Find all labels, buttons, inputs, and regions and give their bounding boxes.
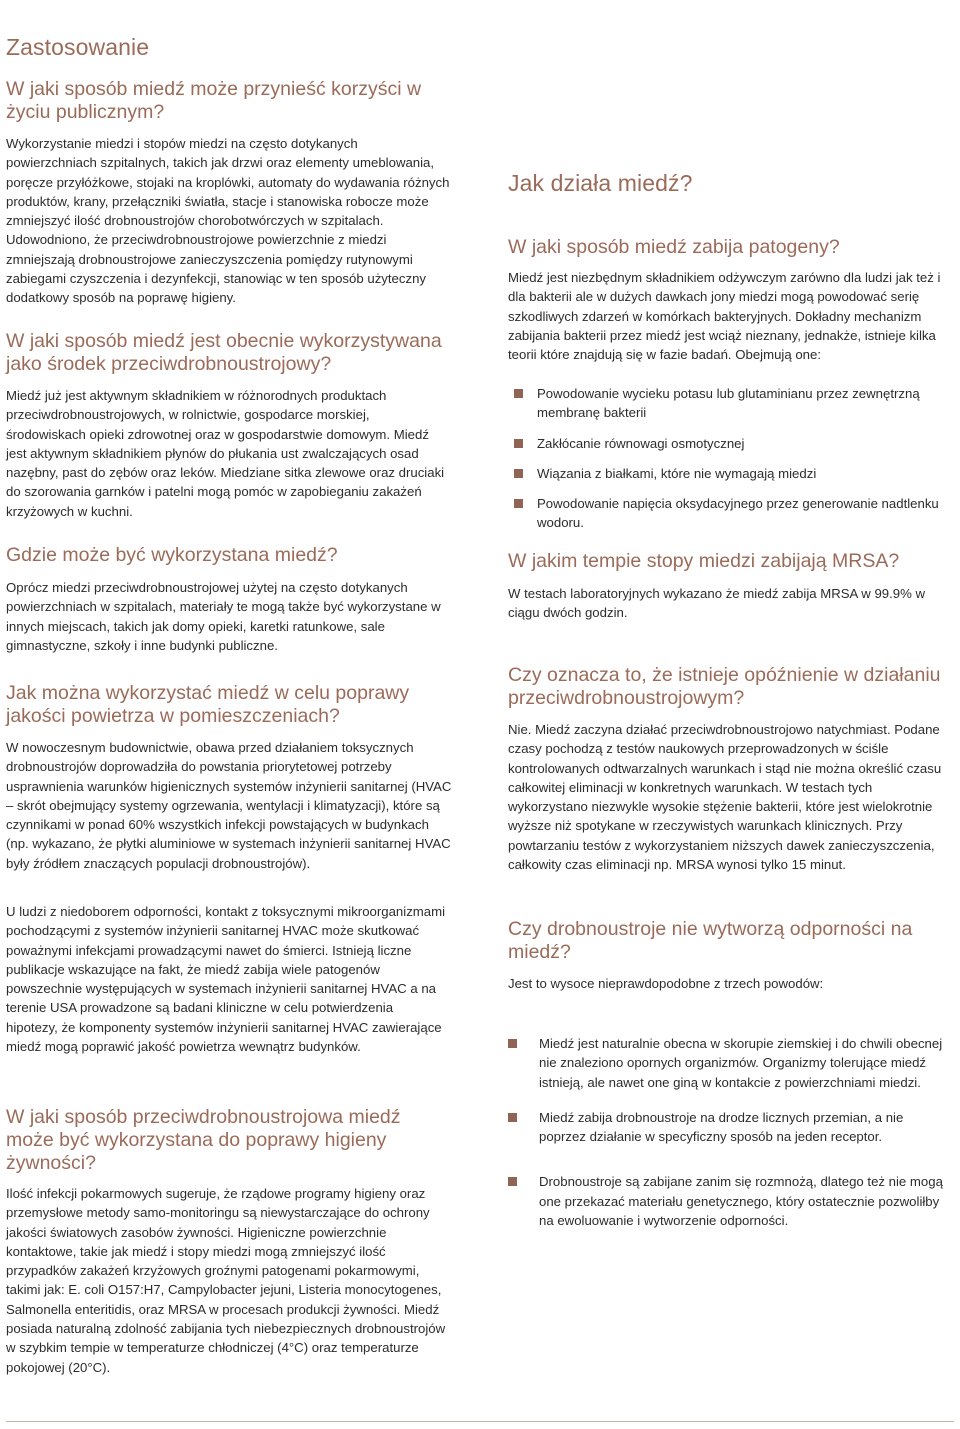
question-heading-mrsa-speed: W jakim tempie stopy miedzi zabijają MRSA? bbox=[508, 550, 900, 572]
bullet-square-icon bbox=[508, 1039, 517, 1048]
list-item: Powodowanie wycieku potasu lub glutaminianu przez zewnętrzną membranę bakterii bbox=[508, 384, 948, 423]
paragraph-air-quality-1: W nowoczesnym budownictwie, obawa przed działaniem toksycznych drobnoustrojów doprowadziła do powstania priorytetowej potrzeby usprawnienia warunków higienicznych systemów inżynierii sanitarnej (HVAC – skrót obejmujący systemy ogrzewania, wentylacji i klimatyzacji), które są czynnikami w ponad 60% wszystkich infekcji powstających w budynkach (np. wykazano, że płytki aluminiowe w systemach inżynierii sanitarnej HVAC były źródłem znaczących populacji drobnoustrojów). bbox=[6, 740, 452, 871]
paragraph-kills-pathogens: Miedź jest niezbędnym składnikiem odżywczym zarówno dla ludzi jak też i dla bakterii ale w dużych dawkach jony miedzi mogą powodować serię szkodliwych zdarzeń w komórkach bakteryjnych. Dokładny mechanizm zabijania bakterii przez miedź jest wciąż nieznany, jednakże, istnieje kilka teorii które znajdują się w fazie badań. Obejmują one: bbox=[508, 270, 941, 363]
question-heading-delay: Czy oznacza to, że istnieje opóźnienie w działaniu przeciwdrobnoustrojowym? bbox=[508, 664, 941, 709]
paragraph-delay: Nie. Miedź zaczyna działać przeciwdrobnoustrojowo natychmiast. Podane czasy pochodzą z testów naukowych przeprowadzonych w ściśle kontrolowanych odtwarzalnych warunkach i stąd nie można określić czasu całkowitej eliminacji w konkretnych warunkach. W testach tych wykorzystano niezwykle wysokie stężenie bakterii, które jest wielokrotnie wyższe niż spotykane w rzeczywistych warunkach klinicznych. Przy powtarzaniu testów z wykorzystaniem niższych dawek zanieczyszczenia, całkowity czas eliminacji np. MRSA wynosi tylko 15 minut. bbox=[508, 722, 942, 873]
question-heading-air-quality: Jak można wykorzystać miedź w celu poprawy jakości powietrza w pomieszczeniach? bbox=[6, 682, 410, 727]
question-heading-food-hygiene: W jaki sposób przeciwdrobnoustrojowa miedź może być wykorzystana do poprawy higieny żywności? bbox=[6, 1106, 401, 1174]
list-item: Wiązania z białkami, które nie wymagają miedzi bbox=[508, 464, 948, 483]
section-title-how-copper-works: Jak działa miedź? bbox=[508, 170, 693, 196]
bullet-list-mechanisms bbox=[508, 384, 948, 533]
list-item: Miedź zabija drobnoustroje na drodze licznych przemian, a nie poprzez działanie w specyficzny sposób na jeden receptor. bbox=[508, 1108, 948, 1147]
paragraph-public-life: Wykorzystanie miedzi i stopów miedzi na często dotykanych powierzchniach szpitalnych, takich jak drzwi oraz elementy umeblowania, poręcze przyłóżkowe, stojaki na kroplówki, automaty do wydawania różnych produktów, krany, przełączniki światła, stacje i stanowiska robocze może zmniejszyć ilość drobnoustrojów chorobotwórczych w szpitalach. Udowodniono, że przeciwdrobnoustrojowe powierzchnie z miedzi zmniejszają drobnoustrojowe zanieczyszczenia pomiędzy rutynowymi zabiegami czyszczenia i dezynfekcji, stanowiąc w ten sposób użyteczny dodatkowy sposób na poprawę higieny. bbox=[6, 136, 450, 306]
bullet-square-icon bbox=[514, 499, 523, 508]
bullet-square-icon bbox=[508, 1113, 517, 1122]
question-heading-public-life: W jaki sposób miedź może przynieść korzyści w życiu publicznym? bbox=[6, 78, 422, 123]
list-item: Zakłócanie równowagi osmotycznej bbox=[508, 434, 948, 453]
bullet-list-reasons bbox=[508, 1034, 948, 1230]
question-heading-current-use: W jaki sposób miedź jest obecnie wykorzystywana jako środek przeciwdrobnoustrojowy? bbox=[6, 330, 442, 375]
section-title-zastosowanie: Zastosowanie bbox=[6, 34, 150, 60]
paragraph-food-hygiene: Ilość infekcji pokarmowych sugeruje, że rządowe programy higieny oraz przemysłowe metody samo-monitoringu są niewystarczające do ochrony jakości światowych zasobów żywności. Higieniczne powierzchnie kontaktowe, takie jak miedź i stopy miedzi mogą zmniejszyć ilość przypadków zakażeń krzyżowych groźnymi patogenami pokarmowymi, takimi jak: E. coli O157:H7, Campylobacter jejuni, Listeria monocytogenes, Salmonella enteritidis, oraz MRSA w procesach produkcji żywności. Miedź posiada naturalną zdolność zabijania tych niebezpiecznych drobnoustrojów w szybkim tempie w temperaturze chłodniczej (4°C) oraz temperaturze pokojowej (20°C). bbox=[6, 1186, 446, 1375]
question-heading-resistance: Czy drobnoustroje nie wytworzą odporności na miedź? bbox=[508, 918, 913, 963]
paragraph-where-used: Oprócz miedzi przeciwdrobnoustrojowej użytej na często dotykanych powierzchniach w szpitalach, materiały te mogą także być wykorzystane w innych miejscach, takich jak domy opieki, karetki ratunkowe, sale gimnastyczne, szkoły i inne budynki publiczne. bbox=[6, 580, 441, 653]
bullet-square-icon bbox=[514, 469, 523, 478]
question-heading-where-used: Gdzie może być wykorzystana miedź? bbox=[6, 544, 338, 566]
paragraph-air-quality-2: U ludzi z niedoborem odporności, kontakt z toksycznymi mikroorganizmami pochodzącymi z systemów inżynierii sanitarnej HVAC może skutkować poważnymi infekcjami prowadzącymi nawet do śmierci. Istnieją liczne publikacje wskazujące na fakt, że miedź zabija wiele patogenów powszechnie występujących w systemach inżynierii sanitarnej HVAC a na terenie USA prowadzone są badani kliniczne w celu potwierdzenia hipotezy, że komponenty systemów inżynierii sanitarnej HVAC zawierające miedź mogą poprawić jakość powietrza wewnątrz budynków. bbox=[6, 904, 446, 1055]
paragraph-current-use: Miedź już jest aktywnym składnikiem w różnorodnych produktach przeciwdrobnoustrojowych, w rolnictwie, gospodarce morskiej, środowiskach opieki zdrowotnej oraz w gospodarstwie domowym. Miedź jest aktywnym składnikiem płynów do płukania ust zwalczających osad nazębny, past do zębów oraz leków. Miedziane sitka zlewowe oraz druciaki do szorowania garnków i patelni mogą pomóc w zapobieganiu zakażeń krzyżowych w kuchni. bbox=[6, 388, 445, 519]
bullet-square-icon bbox=[514, 389, 523, 398]
paragraph-mrsa-speed: W testach laboratoryjnych wykazano że miedź zabija MRSA w 99.9% w ciągu dwóch godzin. bbox=[508, 586, 926, 621]
bullet-square-icon bbox=[508, 1177, 517, 1186]
list-item: Drobnoustroje są zabijane zanim się rozmnożą, dlatego też nie mogą one przekazać materiału genetycznego, który ostatecznie pozwoliłby na ewoluowanie i wytworzenie odporności. bbox=[508, 1172, 948, 1230]
bottom-divider bbox=[6, 1421, 954, 1422]
question-heading-kills-pathogens: W jaki sposób miedź zabija patogeny? bbox=[508, 236, 840, 258]
list-item: Powodowanie napięcia oksydacyjnego przez generowanie nadtlenku wodoru. bbox=[508, 494, 948, 533]
bullet-square-icon bbox=[514, 439, 523, 448]
paragraph-resistance-intro: Jest to wysoce nieprawdopodobne z trzech powodów: bbox=[508, 976, 824, 991]
list-item: Miedź jest naturalnie obecna w skorupie ziemskiej i do chwili obecnej nie znaleziono opornych organizmów. Organizmy tolerujące miedź istnieją, ale nawet one giną w kontakcie z powierzchniami miedzi. bbox=[508, 1034, 948, 1092]
